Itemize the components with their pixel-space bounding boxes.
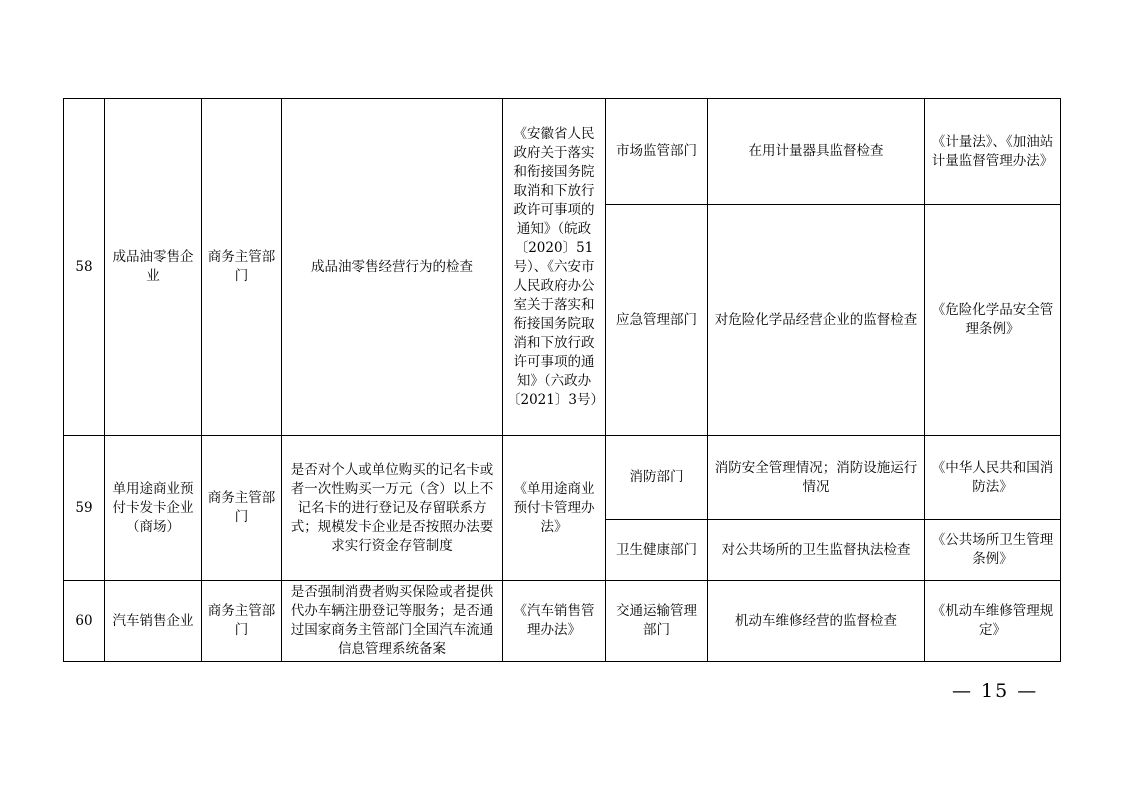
coop-dept-cell: 市场监管部门 (606, 99, 708, 205)
entity-cell: 成品油零售企业 (105, 99, 202, 436)
coop-dept-cell: 交通运输管理部门 (606, 581, 708, 662)
joint-content-cell: 对公共场所的卫生监督执法检查 (708, 520, 925, 581)
joint-basis-cell: 《机动车维修管理规定》 (925, 581, 1061, 662)
row-number: 59 (64, 436, 105, 581)
coop-dept-cell: 应急管理部门 (606, 205, 708, 436)
joint-content-cell: 消防安全管理情况；消防设施运行情况 (708, 436, 925, 520)
inspection-item-cell: 是否强制消费者购买保险或者提供代办车辆注册登记等服务；是否通过国家商务主管部门全国汽车流通信息管理系统备案 (282, 581, 503, 662)
entity-cell: 汽车销售企业 (105, 581, 202, 662)
inspection-item-cell: 成品油零售经营行为的检查 (282, 99, 503, 436)
coop-dept-cell: 卫生健康部门 (606, 520, 708, 581)
joint-basis-cell: 《危险化学品安全管理条例》 (925, 205, 1061, 436)
legal-basis-cell: 《汽车销售管理办法》 (503, 581, 606, 662)
row-number: 58 (64, 99, 105, 436)
joint-basis-cell: 《公共场所卫生管理条例》 (925, 520, 1061, 581)
inspection-table (63, 98, 1061, 662)
joint-content-cell: 机动车维修经营的监督检查 (708, 581, 925, 662)
table-row (64, 99, 1061, 205)
joint-content-cell: 在用计量器具监督检查 (708, 99, 925, 205)
row-number: 60 (64, 581, 105, 662)
joint-content-cell: 对危险化学品经营企业的监督检查 (708, 205, 925, 436)
page-number: — 15 — (952, 680, 1039, 702)
lead-dept-cell: 商务主管部门 (202, 99, 282, 436)
legal-basis-cell: 《安徽省人民政府关于落实和衔接国务院取消和下放行政许可事项的通知》（皖政〔2020〕51号）、《六安市人民政府办公室关于落实和衔接国务院取消和下放行政许可事项的通知》（六政办〔2021〕3号） (503, 99, 606, 436)
legal-basis-cell: 《单用途商业预付卡管理办法》 (503, 436, 606, 581)
table-row (64, 436, 1061, 520)
entity-cell: 单用途商业预付卡发卡企业（商场） (105, 436, 202, 581)
inspection-item-cell: 是否对个人或单位购买的记名卡或者一次性购买一万元（含）以上不记名卡的进行登记及存留联系方式；规模发卡企业是否按照办法要求实行资金存管制度 (282, 436, 503, 581)
table-row (64, 581, 1061, 662)
lead-dept-cell: 商务主管部门 (202, 581, 282, 662)
joint-basis-cell: 《中华人民共和国消防法》 (925, 436, 1061, 520)
coop-dept-cell: 消防部门 (606, 436, 708, 520)
lead-dept-cell: 商务主管部门 (202, 436, 282, 581)
joint-basis-cell: 《计量法》、《加油站计量监督管理办法》 (925, 99, 1061, 205)
